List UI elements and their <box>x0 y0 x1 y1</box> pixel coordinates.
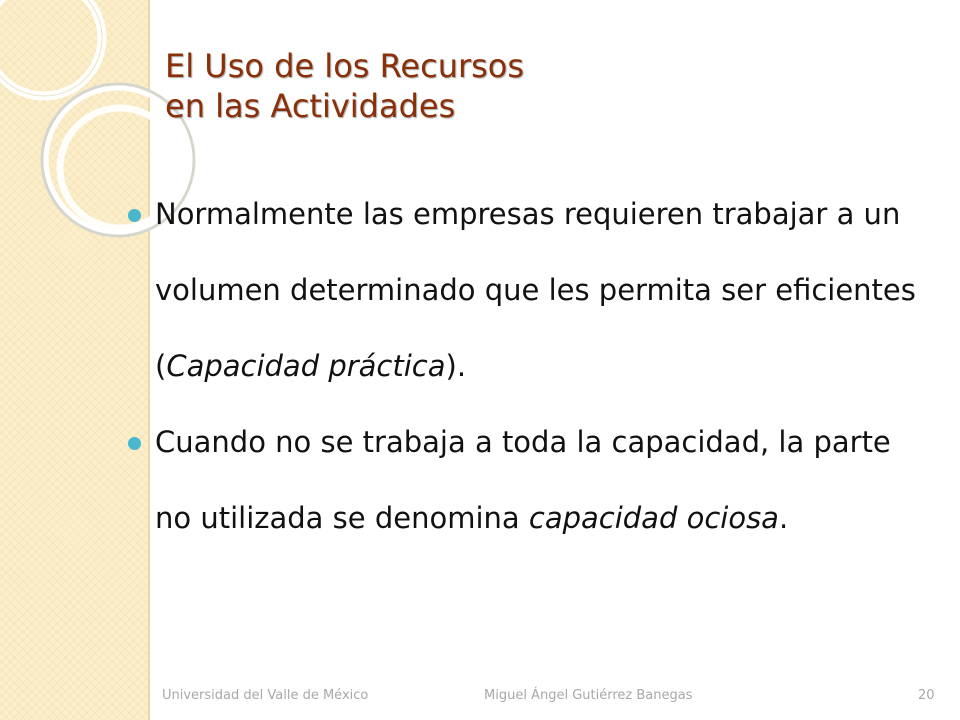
bullet-list <box>128 176 928 556</box>
footer-page-number: 20 <box>918 688 935 703</box>
footer-author: Miguel Ángel Gutiérrez Banegas <box>484 688 693 703</box>
bullet-text-1-emphasis: Capacidad práctica <box>166 349 446 383</box>
slide-title-line-2: en las Actividades <box>165 87 456 125</box>
bullet-item-idle-capacity <box>128 404 928 556</box>
bullet-marker-icon <box>128 437 141 450</box>
bullet-item-practical-capacity <box>128 176 928 404</box>
bullet-text-2a: Cuando no se trabaja a toda la capacidad, la parte no utilizada se denomina <box>155 425 891 535</box>
bullet-text-1a: Normalmente las empresas requieren trabajar a un volumen determinado que les permita ser eficientes ( <box>155 197 916 383</box>
footer-institution: Universidad del Valle de México <box>162 688 369 703</box>
slide-title <box>165 46 925 126</box>
bullet-text-2c: . <box>778 501 789 535</box>
slide-title-line-1: El Uso de los Recursos <box>165 47 525 85</box>
bullet-text-2-emphasis: capacidad ociosa <box>528 501 779 535</box>
bullet-marker-icon <box>128 209 141 222</box>
bullet-text-1c: ). <box>445 349 467 383</box>
